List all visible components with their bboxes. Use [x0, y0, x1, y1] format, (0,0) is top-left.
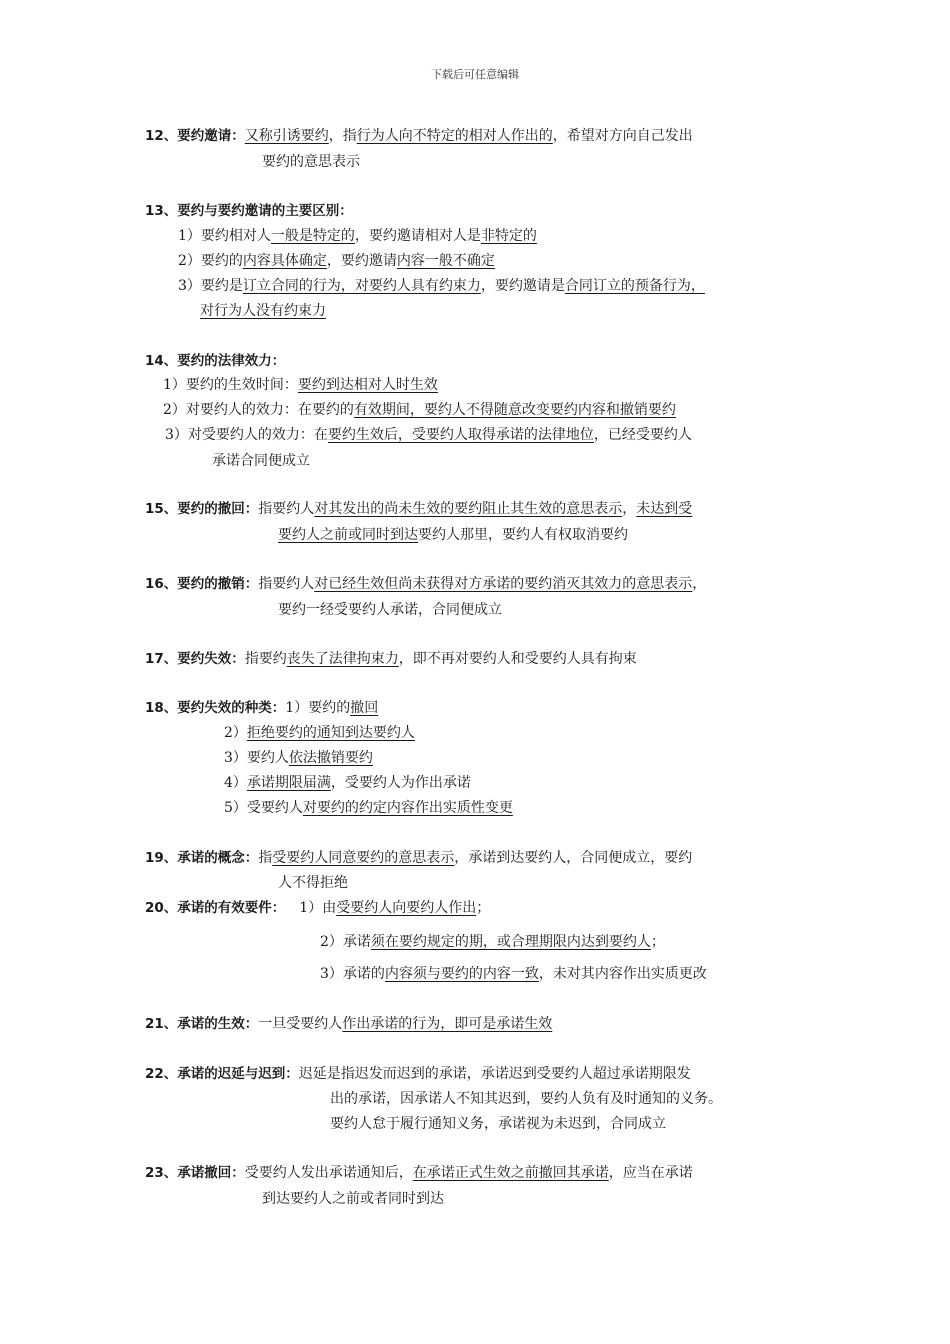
item-23-title: 23、承诺撤回： — [145, 1165, 245, 1181]
item-19-title: 19、承诺的概念： — [145, 850, 259, 866]
item-20-title: 20、承诺的有效要件： — [145, 900, 286, 916]
item-20-point-2: 2）承诺须在要约规定的期，或合理期限内达到要约人； — [320, 934, 665, 950]
item-12-line-1: 12、要约邀请：又称引诱要约，指行为人向不特定的相对人作出的，希望对方向自己发出 — [145, 128, 693, 144]
item-12-line-2: 要约的意思表示 — [262, 154, 360, 170]
item-23-line-1: 23、承诺撤回：受要约人发出承诺通知后，在承诺正式生效之前撤回其承诺，应当在承诺 — [145, 1165, 693, 1181]
item-14-point-3-cont: 承诺合同便成立 — [212, 453, 310, 469]
item-17-line-1: 17、要约失效：指要约丧失了法律拘束力，即不再对要约人和受要约人具有拘束 — [145, 651, 637, 667]
item-15-line-2: 要约人之前或同时到达要约人那里，要约人有权取消要约 — [278, 527, 628, 543]
item-21-line-1: 21、承诺的生效：一旦受要约人作出承诺的行为，即可是承诺生效 — [145, 1016, 553, 1032]
item-20-line-1: 20、承诺的有效要件： 1）由受要约人向要约人作出； — [145, 900, 491, 916]
item-15-title: 15、要约的撤回： — [145, 501, 259, 517]
item-22-title: 22、承诺的迟延与迟到： — [145, 1066, 299, 1082]
item-13-title: 13、要约与要约邀请的主要区别： — [145, 203, 353, 219]
item-19-line-2: 人不得拒绝 — [278, 875, 348, 891]
item-18-point-5: 5）受要约人对要约的约定内容作出实质性变更 — [224, 800, 513, 816]
item-13-point-3-cont: 对行为人没有约束力 — [200, 303, 326, 319]
item-22-line-3: 要约人怠于履行通知义务，承诺视为未迟到，合同成立 — [330, 1116, 666, 1132]
item-16-line-2: 要约一经受要约人承诺，合同便成立 — [278, 602, 502, 618]
item-18-point-2: 2）拒绝要约的通知到达要约人 — [224, 725, 415, 741]
item-20-point-3: 3）承诺的内容须与要约的内容一致，未对其内容作出实质更改 — [320, 966, 707, 982]
item-12-title: 12、要约邀请： — [145, 128, 245, 144]
item-18-point-3: 3）要约人依法撤销要约 — [224, 750, 373, 766]
item-13-point-2: 2）要约的内容具体确定，要约邀请内容一般不确定 — [178, 253, 495, 269]
item-13-point-1: 1）要约相对人一般是特定的，要约邀请相对人是非特定的 — [178, 228, 537, 244]
item-18-line-1: 18、要约失效的种类：1）要约的撤回 — [145, 700, 379, 716]
item-15-line-1: 15、要约的撤回：指要约人对其发出的尚未生效的要约阻止其生效的意思表示，未达到受 — [145, 501, 693, 517]
item-14-point-3: 3）对受要约人的效力：在要约生效后，受要约人取得承诺的法律地位，已经受要约人 — [165, 427, 692, 443]
item-19-line-1: 19、承诺的概念：指受要约人同意要约的意思表示，承诺到达要约人，合同便成立，要约 — [145, 850, 693, 866]
item-14-title: 14、要约的法律效力： — [145, 353, 286, 369]
item-22-line-2: 出的承诺，因承诺人不知其迟到，要约人负有及时通知的义务。 — [330, 1091, 722, 1107]
item-23-line-2: 到达要约人之前或者同时到达 — [262, 1191, 444, 1207]
item-18-title: 18、要约失效的种类： — [145, 700, 286, 716]
item-18-point-4: 4）承诺期限届满，受要约人为作出承诺 — [224, 775, 471, 791]
item-21-title: 21、承诺的生效： — [145, 1016, 259, 1032]
item-16-title: 16、要约的撤销： — [145, 576, 259, 592]
item-16-line-1: 16、要约的撤销：指要约人对已经生效但尚未获得对方承诺的要约消灭其效力的意思表示， — [145, 576, 707, 592]
item-14-point-1: 1）要约的生效时间：要约到达相对人时生效 — [163, 377, 438, 393]
page-header: 下载后可任意编辑 — [431, 68, 519, 81]
item-17-title: 17、要约失效： — [145, 651, 245, 667]
item-14-point-2: 2）对要约人的效力：在要约的有效期间，要约人不得随意改变要约内容和撤销要约 — [163, 402, 676, 418]
item-22-line-1: 22、承诺的迟延与迟到：迟延是指迟发而迟到的承诺，承诺迟到受要约人超过承诺期限发 — [145, 1066, 691, 1082]
item-13-point-3: 3）要约是订立合同的行为，对要约人具有约束力，要约邀请是合同订立的预备行为， — [178, 278, 705, 294]
